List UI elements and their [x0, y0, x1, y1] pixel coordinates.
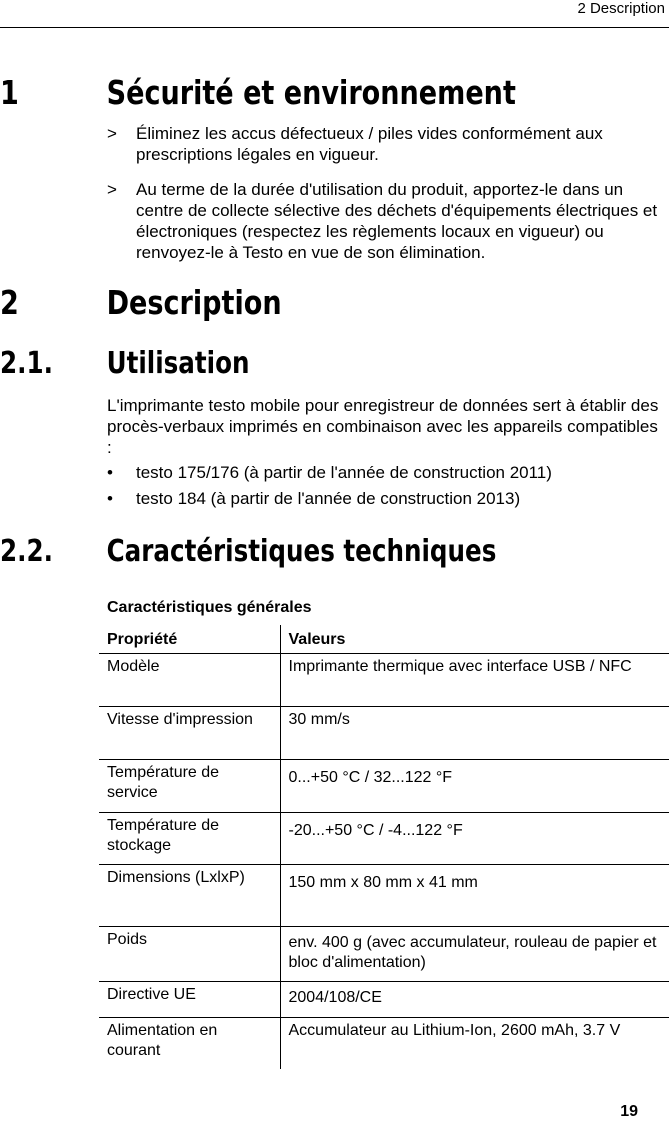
value-cell: -20...+50 °C / -4...122 °F — [280, 812, 669, 864]
bullet-marker: • — [107, 463, 113, 482]
bullet-marker: • — [107, 489, 113, 508]
section-title: Utilisation — [106, 346, 250, 381]
property-cell: Poids — [99, 926, 280, 981]
section-heading-2-1 — [0, 347, 249, 381]
header-divider — [0, 27, 669, 28]
section-heading-2-2 — [0, 535, 496, 569]
list-item-text: Éliminez les accus défectueux / piles vides conformément aux prescriptions légales en vigueur. — [136, 124, 603, 164]
intro-paragraph: L'imprimante testo mobile pour enregistreur de données sert à établir des procès-verbaux imprimés en combinaison avec les appareils compatibles : — [107, 396, 659, 457]
property-cell: Directive UE — [99, 981, 280, 1017]
section-heading-2 — [0, 285, 282, 321]
section-number: 2.1. — [0, 346, 53, 381]
list-item-text: testo 184 (à partir de l'année de construction 2013) — [136, 489, 521, 508]
property-cell: Alimentation en courant — [99, 1017, 280, 1069]
value-cell: env. 400 g (avec accumulateur, rouleau de papier et bloc d'alimentation) — [280, 926, 669, 981]
property-cell: Modèle — [99, 653, 280, 706]
specs-table — [99, 625, 669, 1069]
property-cell: Température de stockage — [99, 812, 280, 864]
list-item — [107, 123, 659, 165]
table-row — [99, 864, 669, 926]
table-row — [99, 1017, 669, 1069]
list-item-text: testo 175/176 (à partir de l'année de construction 2011) — [136, 463, 552, 482]
column-header: Propriété — [99, 625, 280, 653]
table-row — [99, 812, 669, 864]
section-number: 1 — [0, 73, 19, 112]
list-item — [107, 179, 659, 263]
running-header: 2 Description — [577, 0, 665, 17]
list-item — [107, 488, 659, 509]
table-row — [99, 653, 669, 706]
page-number: 19 — [620, 1103, 638, 1120]
section-number: 2.2. — [0, 534, 53, 569]
section-number: 2 — [0, 283, 19, 322]
table-row — [99, 926, 669, 981]
value-cell: 30 mm/s — [280, 706, 669, 759]
table-caption: Caractéristiques générales — [107, 599, 312, 616]
column-header: Valeurs — [280, 625, 669, 653]
arrow-marker: > — [107, 180, 117, 199]
section-title: Description — [106, 283, 282, 322]
value-cell: 150 mm x 80 mm x 41 mm — [280, 864, 669, 926]
value-cell: Accumulateur au Lithium-Ion, 2600 mAh, 3.7 V — [288, 1021, 621, 1039]
list-item-text: Au terme de la durée d'utilisation du produit, apportez-le dans un centre de collecte sélective des déchets d'équipements électriques et électroniques (respectez les règlements locaux en vigueur) ou renvoyez-le à Testo en vue de son élimination. — [136, 180, 658, 262]
table-header-row — [99, 625, 669, 653]
table-row — [99, 759, 669, 812]
section-title: Sécurité et environnement — [106, 73, 516, 112]
list-item — [107, 462, 659, 483]
arrow-marker: > — [107, 124, 117, 143]
table-row — [99, 706, 669, 759]
value-cell: 0...+50 °C / 32...122 °F — [280, 759, 669, 812]
section-title: Caractéristiques techniques — [106, 534, 497, 569]
value-cell: 2004/108/CE — [280, 981, 669, 1017]
section-heading-1 — [0, 75, 516, 111]
property-cell: Température de service — [99, 759, 280, 812]
property-cell: Dimensions (LxlxP) — [99, 864, 280, 926]
table-row — [99, 981, 669, 1017]
value-cell: Imprimante thermique avec interface USB / NFC — [280, 653, 669, 706]
property-cell: Vitesse d'impression — [99, 706, 280, 759]
